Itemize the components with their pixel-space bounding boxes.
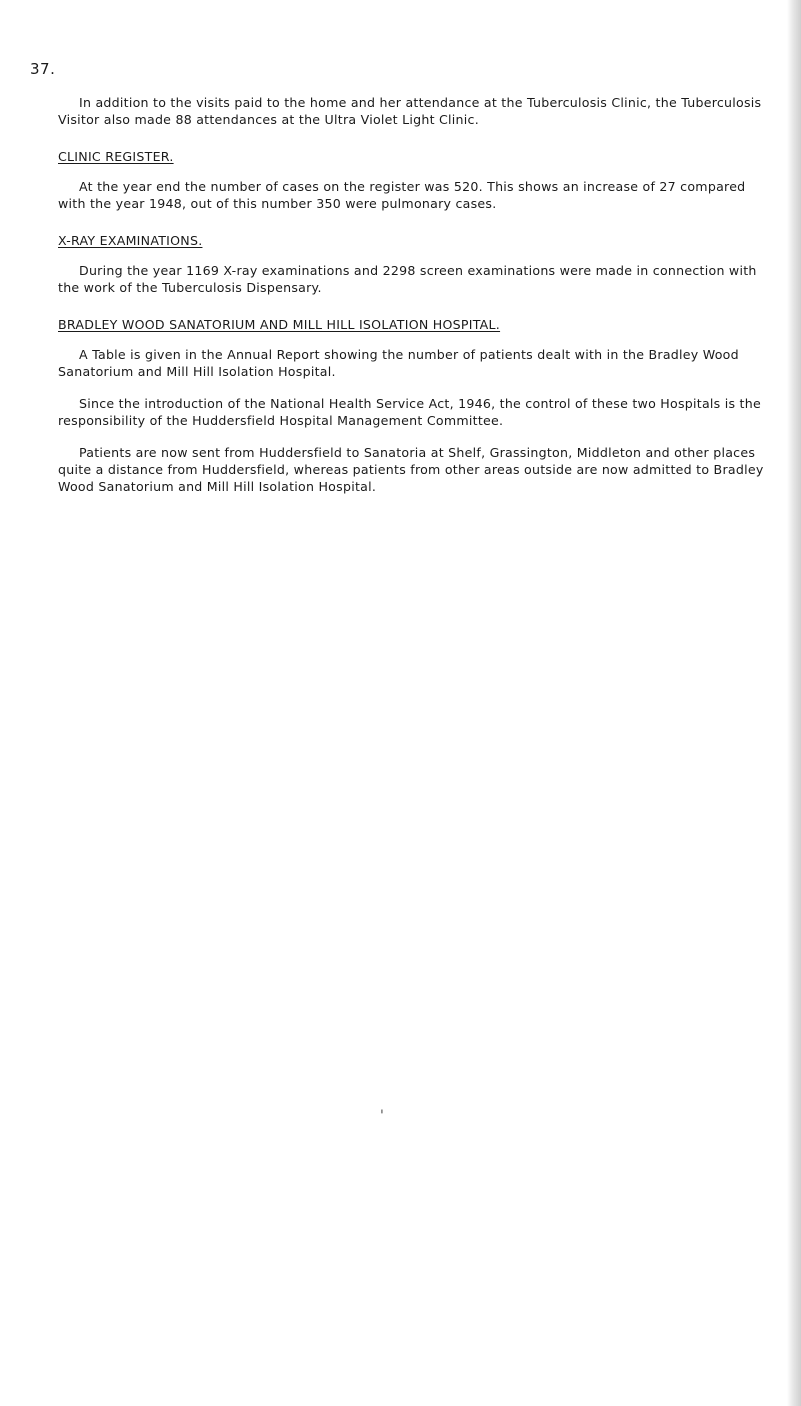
section-paragraph: At the year end the number of cases on the register was 520. This shows an increase of 27 compared with the year 1948, out of this number 350 were pulmonary cases.: [58, 179, 746, 211]
section-paragraph: A Table is given in the Annual Report showing the number of patients dealt with in the Bradley Wood Sanatorium and Mill Hill Isolation Hospital.: [58, 347, 739, 379]
section-bradley-wood: [58, 316, 774, 495]
page-edge-shadow: [787, 0, 801, 1406]
section-paragraph: During the year 1169 X-ray examinations and 2298 screen examinations were made in connection with the work of the Tuberculosis Dispensary.: [58, 263, 757, 295]
section-xray-examinations: [58, 232, 774, 296]
page-number: 37.: [30, 60, 56, 78]
section-paragraph: Since the introduction of the National Health Service Act, 1946, the control of these two Hospitals is the responsibility of the Huddersfield Hospital Management Committee.: [58, 396, 761, 428]
stray-mark: ': [380, 1108, 384, 1124]
intro-paragraph: In addition to the visits paid to the home and her attendance at the Tuberculosis Clinic, the Tuberculosis Visitor also made 88 attendances at the Ultra Violet Light Clinic.: [58, 95, 762, 127]
section-heading: CLINIC REGISTER.: [58, 149, 174, 164]
section-heading: X-RAY EXAMINATIONS.: [58, 233, 203, 248]
document-body: [58, 94, 774, 510]
section-heading: BRADLEY WOOD SANATORIUM AND MILL HILL ISOLATION HOSPITAL.: [58, 317, 501, 332]
section-clinic-register: [58, 148, 774, 212]
section-paragraph: Patients are now sent from Huddersfield to Sanatoria at Shelf, Grassington, Middleton and other places quite a distance from Huddersfield, whereas patients from other areas outside are now admitted to Bradley Wood Sanatorium and Mill Hill Isolation Hospital.: [58, 445, 764, 494]
